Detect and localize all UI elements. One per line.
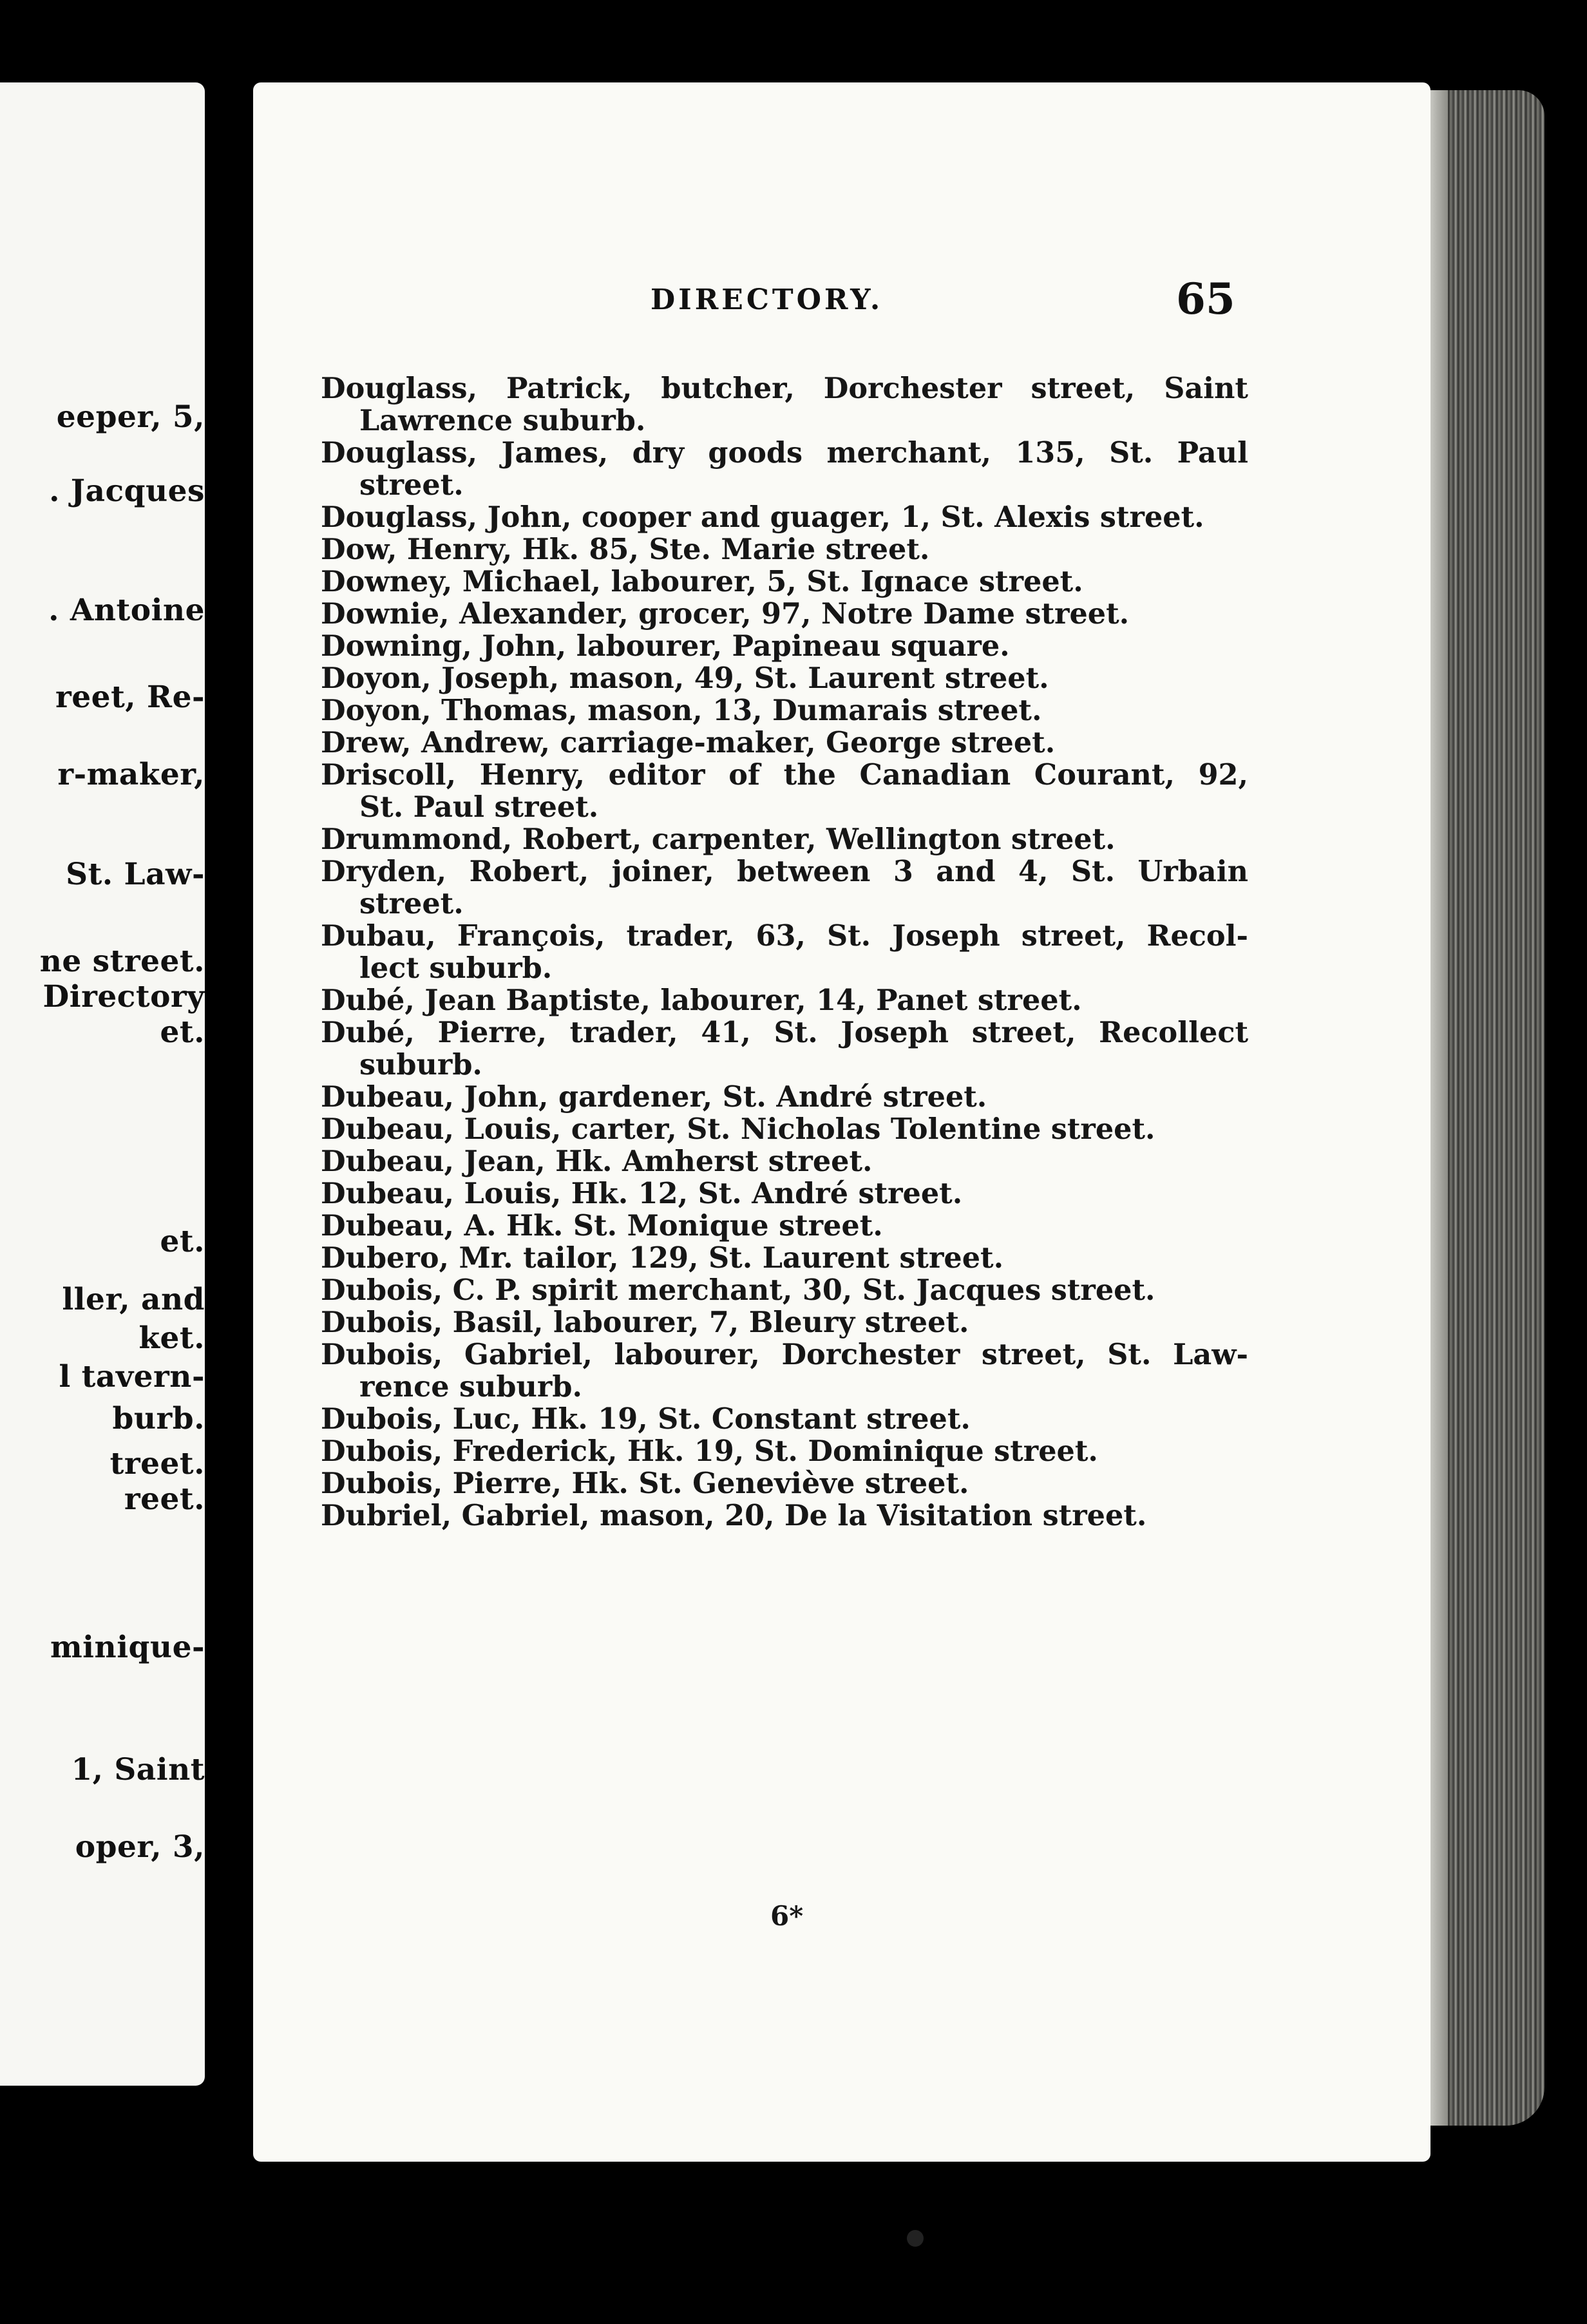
entry-text: Douglass, Patrick, butcher, Dorchester street, Saint (321, 372, 1248, 405)
facing-page-line: Directory (43, 979, 205, 1014)
facing-page-line: treet. (109, 1446, 205, 1481)
entry-text: Dubeau, Louis, Hk. 12, St. André street. (321, 1177, 963, 1210)
entry-text: Dubois, C. P. spirit merchant, 30, St. Jacques street. (321, 1273, 1155, 1307)
entry-text: Driscoll, Henry, editor of the Canadian Courant, 92, (321, 758, 1248, 792)
entry-text: Dubois, Luc, Hk. 19, St. Constant street. (321, 1402, 971, 1436)
directory-entries (321, 372, 1248, 1532)
directory-entry (321, 1403, 1248, 1435)
facing-page-line: . Antoine (48, 593, 205, 628)
directory-entry (321, 984, 1248, 1016)
directory-entry (321, 1113, 1248, 1145)
directory-entry (321, 372, 1248, 437)
entry-text: Dubois, Pierre, Hk. St. Geneviève street. (321, 1467, 969, 1500)
entry-text: Dubois, Frederick, Hk. 19, St. Dominique street. (321, 1434, 1098, 1468)
directory-entry (321, 855, 1248, 920)
entry-continuation: rence suburb. (359, 1370, 582, 1404)
entry-text: Dubé, Pierre, trader, 41, St. Joseph street, Recollect (321, 1016, 1248, 1049)
facing-page-line: minique- (50, 1630, 205, 1665)
entry-text: Dubois, Basil, labourer, 7, Bleury street. (321, 1306, 969, 1339)
facing-page-fragment (0, 82, 205, 2086)
entry-continuation: Lawrence suburb. (359, 404, 646, 437)
directory-entry (321, 662, 1248, 694)
entry-text: Doyon, Thomas, mason, 13, Dumarais street. (321, 694, 1042, 727)
directory-entry (321, 1338, 1248, 1403)
directory-entry (321, 1500, 1248, 1532)
directory-entry (321, 727, 1248, 759)
facing-page-line: ne street. (39, 944, 205, 979)
facing-page-line: burb. (112, 1401, 205, 1436)
facing-page-line: l tavern- (59, 1359, 205, 1395)
signature-mark: 6* (770, 1900, 804, 1932)
facing-page-line: reet, Re- (55, 680, 205, 715)
entry-text: Dubé, Jean Baptiste, labourer, 14, Panet street. (321, 984, 1082, 1017)
entry-text: Doyon, Joseph, mason, 49, St. Laurent street. (321, 662, 1049, 695)
directory-entry (321, 1306, 1248, 1338)
directory-entry (321, 1210, 1248, 1242)
facing-page-line: oper, 3, (75, 1829, 205, 1865)
entry-text: Dubeau, A. Hk. St. Monique street. (321, 1209, 883, 1243)
entry-text: Douglass, James, dry goods merchant, 135, St. Paul (321, 436, 1248, 470)
directory-entry (321, 630, 1248, 662)
entry-continuation: St. Paul street. (359, 790, 599, 824)
directory-entry (321, 1145, 1248, 1177)
entry-text: Drummond, Robert, carpenter, Wellington street. (321, 823, 1116, 856)
facing-page-line: et. (160, 1224, 205, 1259)
directory-entry (321, 1467, 1248, 1500)
directory-entry (321, 566, 1248, 598)
directory-entry (321, 1435, 1248, 1467)
running-head: DIRECTORY. (651, 283, 884, 316)
entry-text: Dubeau, John, gardener, St. André street. (321, 1080, 987, 1114)
directory-entry (321, 694, 1248, 727)
entry-text: Dubois, Gabriel, labourer, Dorchester street, St. Law- (321, 1338, 1248, 1371)
directory-entry (321, 920, 1248, 984)
directory-entry (321, 1016, 1248, 1081)
entry-continuation: street. (359, 468, 464, 502)
facing-page-line: ket. (138, 1320, 205, 1356)
entry-text: Downey, Michael, labourer, 5, St. Ignace street. (321, 565, 1083, 598)
directory-entry (321, 437, 1248, 501)
facing-page-line: St. Law- (66, 857, 205, 892)
entry-text: Downie, Alexander, grocer, 97, Notre Dame street. (321, 597, 1130, 631)
entry-text: Downing, John, labourer, Papineau square. (321, 629, 1010, 663)
entry-text: Dryden, Robert, joiner, between 3 and 4, St. Urbain (321, 855, 1248, 888)
entry-text: Dow, Henry, Hk. 85, Ste. Marie street. (321, 533, 930, 566)
entry-continuation: street. (359, 887, 464, 920)
entry-text: Douglass, John, cooper and guager, 1, St. Alexis street. (321, 500, 1204, 534)
facing-page-line: r-maker, (57, 757, 205, 792)
directory-entry (321, 533, 1248, 566)
facing-page-line: eeper, 5, (56, 399, 205, 435)
facing-page-line: . Jacques (49, 473, 205, 509)
directory-entry (321, 501, 1248, 533)
directory-entry (321, 1242, 1248, 1274)
directory-entry (321, 1177, 1248, 1210)
entry-text: Dubeau, Louis, carter, St. Nicholas Tolentine street. (321, 1112, 1155, 1146)
directory-entry (321, 759, 1248, 823)
facing-page-line: reet. (124, 1481, 205, 1517)
page-number: 65 (1176, 274, 1235, 324)
entry-text: Dubeau, Jean, Hk. Amherst street. (321, 1145, 873, 1178)
directory-entry (321, 598, 1248, 630)
facing-page-line: 1, Saint (71, 1752, 205, 1787)
paper-speck (907, 2230, 924, 2247)
directory-entry (321, 1274, 1248, 1306)
entry-continuation: lect suburb. (359, 951, 553, 985)
directory-entry (321, 823, 1248, 855)
entry-text: Drew, Andrew, carriage-maker, George street. (321, 726, 1056, 759)
facing-page-line: ller, and (62, 1282, 205, 1317)
entry-continuation: suburb. (359, 1048, 482, 1081)
entry-text: Dubau, François, trader, 63, St. Joseph street, Recol- (321, 919, 1248, 953)
directory-entry (321, 1081, 1248, 1113)
entry-text: Dubriel, Gabriel, mason, 20, De la Visitation street. (321, 1499, 1147, 1532)
entry-text: Dubero, Mr. tailor, 129, St. Laurent street. (321, 1241, 1004, 1275)
facing-page-line: et. (160, 1014, 205, 1050)
